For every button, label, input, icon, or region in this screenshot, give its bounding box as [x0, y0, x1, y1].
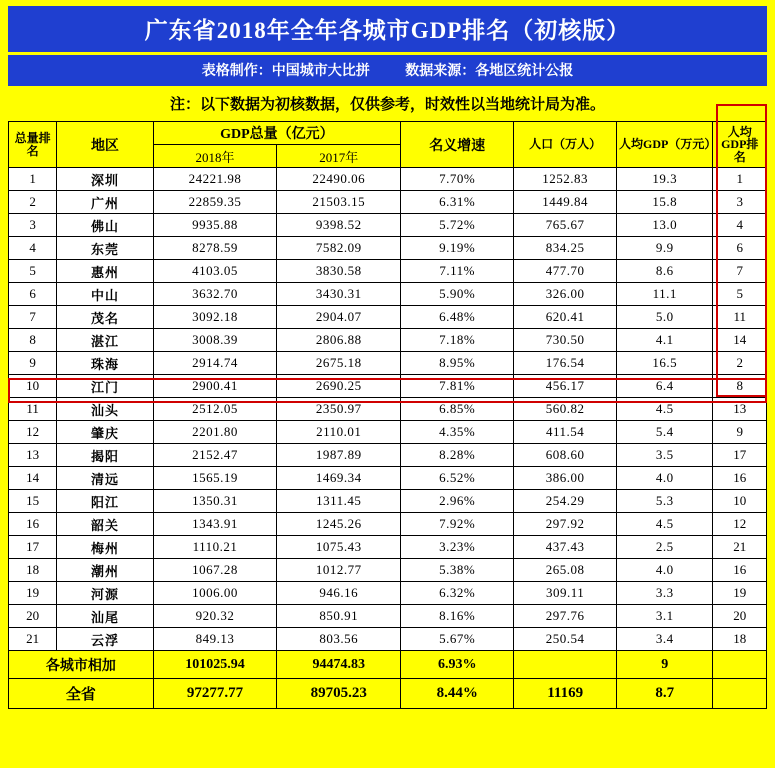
sum_row-pop — [514, 651, 617, 679]
cell-gdp-2018: 1006.00 — [153, 582, 277, 605]
cell-city: 揭阳 — [57, 444, 153, 467]
cell-per-capita: 3.3 — [617, 582, 713, 605]
cell-per-capita: 5.0 — [617, 306, 713, 329]
cell-per-capita: 3.4 — [617, 628, 713, 651]
cell-growth: 4.35% — [401, 421, 514, 444]
table-row — [9, 536, 767, 559]
cell-population: 765.67 — [514, 214, 617, 237]
cell-population: 297.76 — [514, 605, 617, 628]
cell-gdp-2018: 920.32 — [153, 605, 277, 628]
cell-growth: 8.28% — [401, 444, 514, 467]
cell-per-capita-rank: 2 — [713, 352, 767, 375]
cell-gdp-2017: 22490.06 — [277, 168, 401, 191]
table-row — [9, 375, 767, 398]
col-header-gdp-2017: 2017年 — [277, 145, 401, 168]
cell-population: 477.70 — [514, 260, 617, 283]
cell-growth: 7.92% — [401, 513, 514, 536]
cell-gdp-2017: 946.16 — [277, 582, 401, 605]
cell-population: 834.25 — [514, 237, 617, 260]
cell-gdp-2018: 3008.39 — [153, 329, 277, 352]
cell-per-capita: 13.0 — [617, 214, 713, 237]
total_row-gdp2018: 97277.77 — [153, 679, 277, 709]
cell-per-capita: 5.4 — [617, 421, 713, 444]
cell-population: 297.92 — [514, 513, 617, 536]
cell-per-capita-rank: 18 — [713, 628, 767, 651]
gdp-table — [8, 121, 767, 709]
cell-city: 中山 — [57, 283, 153, 306]
cell-rank: 11 — [9, 398, 57, 421]
table-row — [9, 283, 767, 306]
cell-gdp-2017: 2690.25 — [277, 375, 401, 398]
table-row — [9, 467, 767, 490]
cell-growth: 7.70% — [401, 168, 514, 191]
total_row-row — [9, 679, 767, 709]
cell-per-capita: 4.0 — [617, 559, 713, 582]
cell-per-capita-rank: 21 — [713, 536, 767, 559]
cell-gdp-2018: 2201.80 — [153, 421, 277, 444]
gdp-ranking-document — [0, 6, 775, 768]
cell-rank: 5 — [9, 260, 57, 283]
cell-per-capita: 4.5 — [617, 398, 713, 421]
table-body — [9, 168, 767, 709]
cell-population: 250.54 — [514, 628, 617, 651]
cell-per-capita-rank: 9 — [713, 421, 767, 444]
table-row — [9, 260, 767, 283]
cell-growth: 7.81% — [401, 375, 514, 398]
cell-rank: 4 — [9, 237, 57, 260]
cell-per-capita-rank: 13 — [713, 398, 767, 421]
total_row-prank — [713, 679, 767, 709]
table-row — [9, 559, 767, 582]
cell-rank: 8 — [9, 329, 57, 352]
sum_row-row — [9, 651, 767, 679]
cell-growth: 6.32% — [401, 582, 514, 605]
table-row — [9, 628, 767, 651]
cell-city: 肇庆 — [57, 421, 153, 444]
cell-city: 惠州 — [57, 260, 153, 283]
cell-city: 茂名 — [57, 306, 153, 329]
cell-population: 730.50 — [514, 329, 617, 352]
cell-growth: 2.96% — [401, 490, 514, 513]
table-row — [9, 191, 767, 214]
total_row-growth: 8.44% — [401, 679, 514, 709]
source-value: 各地区统计公报 — [475, 64, 574, 79]
sum_row-prank — [713, 651, 767, 679]
cell-city: 潮州 — [57, 559, 153, 582]
maker-credit — [202, 60, 370, 80]
cell-growth: 8.95% — [401, 352, 514, 375]
col-header-region: 地区 — [57, 122, 153, 168]
cell-per-capita-rank: 7 — [713, 260, 767, 283]
cell-population: 309.11 — [514, 582, 617, 605]
table-row — [9, 237, 767, 260]
cell-population: 608.60 — [514, 444, 617, 467]
cell-gdp-2017: 1987.89 — [277, 444, 401, 467]
cell-growth: 5.67% — [401, 628, 514, 651]
cell-per-capita: 3.1 — [617, 605, 713, 628]
cell-per-capita-rank: 12 — [713, 513, 767, 536]
source-label: 数据来源： — [405, 64, 476, 79]
source-credit — [405, 60, 573, 80]
cell-growth: 6.52% — [401, 467, 514, 490]
cell-per-capita-rank: 17 — [713, 444, 767, 467]
cell-city: 江门 — [57, 375, 153, 398]
cell-gdp-2018: 3092.18 — [153, 306, 277, 329]
cell-gdp-2018: 2900.41 — [153, 375, 277, 398]
credits-bar — [8, 55, 767, 86]
total_row-pop: 11169 — [514, 679, 617, 709]
cell-rank: 18 — [9, 559, 57, 582]
sum_row-growth: 6.93% — [401, 651, 514, 679]
cell-gdp-2017: 1311.45 — [277, 490, 401, 513]
cell-population: 254.29 — [514, 490, 617, 513]
cell-population: 176.54 — [514, 352, 617, 375]
cell-per-capita: 4.5 — [617, 513, 713, 536]
cell-gdp-2017: 9398.52 — [277, 214, 401, 237]
cell-growth: 3.23% — [401, 536, 514, 559]
sum_row-gdp2018: 101025.94 — [153, 651, 277, 679]
cell-gdp-2017: 850.91 — [277, 605, 401, 628]
cell-gdp-2018: 1343.91 — [153, 513, 277, 536]
cell-growth: 6.31% — [401, 191, 514, 214]
sum_row-per: 9 — [617, 651, 713, 679]
table-row — [9, 352, 767, 375]
cell-growth: 6.48% — [401, 306, 514, 329]
col-header-rank: 总量排名 — [9, 122, 57, 168]
sum_row-gdp2017: 94474.83 — [277, 651, 401, 679]
cell-gdp-2018: 1565.19 — [153, 467, 277, 490]
total_row-label: 全省 — [9, 679, 154, 709]
table-row — [9, 214, 767, 237]
cell-per-capita-rank: 5 — [713, 283, 767, 306]
cell-population: 411.54 — [514, 421, 617, 444]
cell-population: 1449.84 — [514, 191, 617, 214]
table-row — [9, 168, 767, 191]
table-row — [9, 444, 767, 467]
cell-gdp-2017: 803.56 — [277, 628, 401, 651]
sum_row-label: 各城市相加 — [9, 651, 154, 679]
cell-gdp-2017: 1075.43 — [277, 536, 401, 559]
cell-city: 珠海 — [57, 352, 153, 375]
cell-gdp-2018: 1350.31 — [153, 490, 277, 513]
cell-growth: 8.16% — [401, 605, 514, 628]
cell-per-capita: 16.5 — [617, 352, 713, 375]
cell-per-capita: 3.5 — [617, 444, 713, 467]
cell-per-capita-rank: 20 — [713, 605, 767, 628]
cell-per-capita-rank: 1 — [713, 168, 767, 191]
cell-gdp-2018: 3632.70 — [153, 283, 277, 306]
col-header-per-capita: 人均GDP（万元） — [617, 122, 713, 168]
cell-city: 湛江 — [57, 329, 153, 352]
cell-city: 梅州 — [57, 536, 153, 559]
cell-population: 1252.83 — [514, 168, 617, 191]
table-row — [9, 329, 767, 352]
cell-population: 620.41 — [514, 306, 617, 329]
cell-rank: 14 — [9, 467, 57, 490]
col-header-growth: 名义增速 — [401, 122, 514, 168]
table-header — [9, 122, 767, 168]
cell-growth: 6.85% — [401, 398, 514, 421]
cell-growth: 7.11% — [401, 260, 514, 283]
cell-gdp-2018: 2512.05 — [153, 398, 277, 421]
cell-per-capita: 9.9 — [617, 237, 713, 260]
cell-rank: 21 — [9, 628, 57, 651]
cell-per-capita: 8.6 — [617, 260, 713, 283]
cell-gdp-2018: 24221.98 — [153, 168, 277, 191]
cell-city: 汕头 — [57, 398, 153, 421]
cell-growth: 7.18% — [401, 329, 514, 352]
cell-gdp-2018: 8278.59 — [153, 237, 277, 260]
cell-population: 386.00 — [514, 467, 617, 490]
cell-gdp-2018: 22859.35 — [153, 191, 277, 214]
cell-rank: 9 — [9, 352, 57, 375]
cell-per-capita-rank: 14 — [713, 329, 767, 352]
cell-gdp-2018: 2914.74 — [153, 352, 277, 375]
cell-gdp-2018: 1067.28 — [153, 559, 277, 582]
cell-city: 韶关 — [57, 513, 153, 536]
cell-gdp-2017: 2675.18 — [277, 352, 401, 375]
total_row-gdp2017: 89705.23 — [277, 679, 401, 709]
cell-per-capita: 5.3 — [617, 490, 713, 513]
cell-population: 560.82 — [514, 398, 617, 421]
cell-population: 326.00 — [514, 283, 617, 306]
cell-rank: 15 — [9, 490, 57, 513]
col-header-per-capita-rank: 人均GDP排名 — [713, 122, 767, 168]
cell-per-capita: 19.3 — [617, 168, 713, 191]
cell-per-capita-rank: 11 — [713, 306, 767, 329]
cell-gdp-2018: 4103.05 — [153, 260, 277, 283]
table-row — [9, 513, 767, 536]
maker-label: 表格制作： — [201, 64, 272, 79]
cell-rank: 19 — [9, 582, 57, 605]
cell-per-capita-rank: 4 — [713, 214, 767, 237]
cell-per-capita-rank: 6 — [713, 237, 767, 260]
cell-per-capita: 11.1 — [617, 283, 713, 306]
cell-gdp-2017: 3430.31 — [277, 283, 401, 306]
cell-gdp-2018: 9935.88 — [153, 214, 277, 237]
note-text: 注：以下数据为初核数据，仅供参考，时效性以当地统计局为准。 — [8, 86, 767, 121]
table-row — [9, 582, 767, 605]
cell-city: 云浮 — [57, 628, 153, 651]
cell-city: 佛山 — [57, 214, 153, 237]
cell-rank: 13 — [9, 444, 57, 467]
cell-per-capita-rank: 16 — [713, 467, 767, 490]
table-row — [9, 421, 767, 444]
cell-gdp-2017: 3830.58 — [277, 260, 401, 283]
cell-gdp-2017: 2904.07 — [277, 306, 401, 329]
cell-population: 456.17 — [514, 375, 617, 398]
cell-per-capita: 4.0 — [617, 467, 713, 490]
cell-city: 广州 — [57, 191, 153, 214]
cell-city: 东莞 — [57, 237, 153, 260]
cell-gdp-2018: 1110.21 — [153, 536, 277, 559]
cell-gdp-2017: 1469.34 — [277, 467, 401, 490]
col-header-gdp-2018: 2018年 — [153, 145, 277, 168]
cell-per-capita-rank: 3 — [713, 191, 767, 214]
cell-gdp-2018: 2152.47 — [153, 444, 277, 467]
cell-city: 清远 — [57, 467, 153, 490]
page-title: 广东省2018年全年各城市GDP排名（初核版） — [8, 6, 767, 52]
cell-gdp-2017: 2350.97 — [277, 398, 401, 421]
cell-rank: 7 — [9, 306, 57, 329]
cell-per-capita-rank: 19 — [713, 582, 767, 605]
cell-gdp-2018: 849.13 — [153, 628, 277, 651]
cell-rank: 12 — [9, 421, 57, 444]
cell-rank: 6 — [9, 283, 57, 306]
cell-rank: 2 — [9, 191, 57, 214]
cell-rank: 17 — [9, 536, 57, 559]
cell-gdp-2017: 21503.15 — [277, 191, 401, 214]
table-row — [9, 398, 767, 421]
cell-per-capita: 15.8 — [617, 191, 713, 214]
cell-growth: 9.19% — [401, 237, 514, 260]
cell-growth: 5.38% — [401, 559, 514, 582]
cell-rank: 20 — [9, 605, 57, 628]
cell-per-capita-rank: 8 — [713, 375, 767, 398]
cell-population: 437.43 — [514, 536, 617, 559]
cell-growth: 5.90% — [401, 283, 514, 306]
cell-gdp-2017: 1245.26 — [277, 513, 401, 536]
col-header-gdp-total: GDP总量（亿元） — [153, 122, 400, 145]
cell-per-capita: 4.1 — [617, 329, 713, 352]
maker-value: 中国城市大比拼 — [271, 64, 370, 79]
cell-gdp-2017: 1012.77 — [277, 559, 401, 582]
cell-city: 汕尾 — [57, 605, 153, 628]
cell-city: 河源 — [57, 582, 153, 605]
cell-growth: 5.72% — [401, 214, 514, 237]
cell-rank: 3 — [9, 214, 57, 237]
cell-rank: 1 — [9, 168, 57, 191]
table-row — [9, 605, 767, 628]
cell-gdp-2017: 7582.09 — [277, 237, 401, 260]
cell-per-capita: 6.4 — [617, 375, 713, 398]
col-header-population: 人口（万人） — [514, 122, 617, 168]
table-row — [9, 490, 767, 513]
table-row — [9, 306, 767, 329]
cell-gdp-2017: 2806.88 — [277, 329, 401, 352]
cell-city: 深圳 — [57, 168, 153, 191]
cell-per-capita-rank: 16 — [713, 559, 767, 582]
cell-rank: 16 — [9, 513, 57, 536]
cell-per-capita-rank: 10 — [713, 490, 767, 513]
total_row-per: 8.7 — [617, 679, 713, 709]
cell-gdp-2017: 2110.01 — [277, 421, 401, 444]
cell-population: 265.08 — [514, 559, 617, 582]
cell-rank: 10 — [9, 375, 57, 398]
cell-per-capita: 2.5 — [617, 536, 713, 559]
cell-city: 阳江 — [57, 490, 153, 513]
